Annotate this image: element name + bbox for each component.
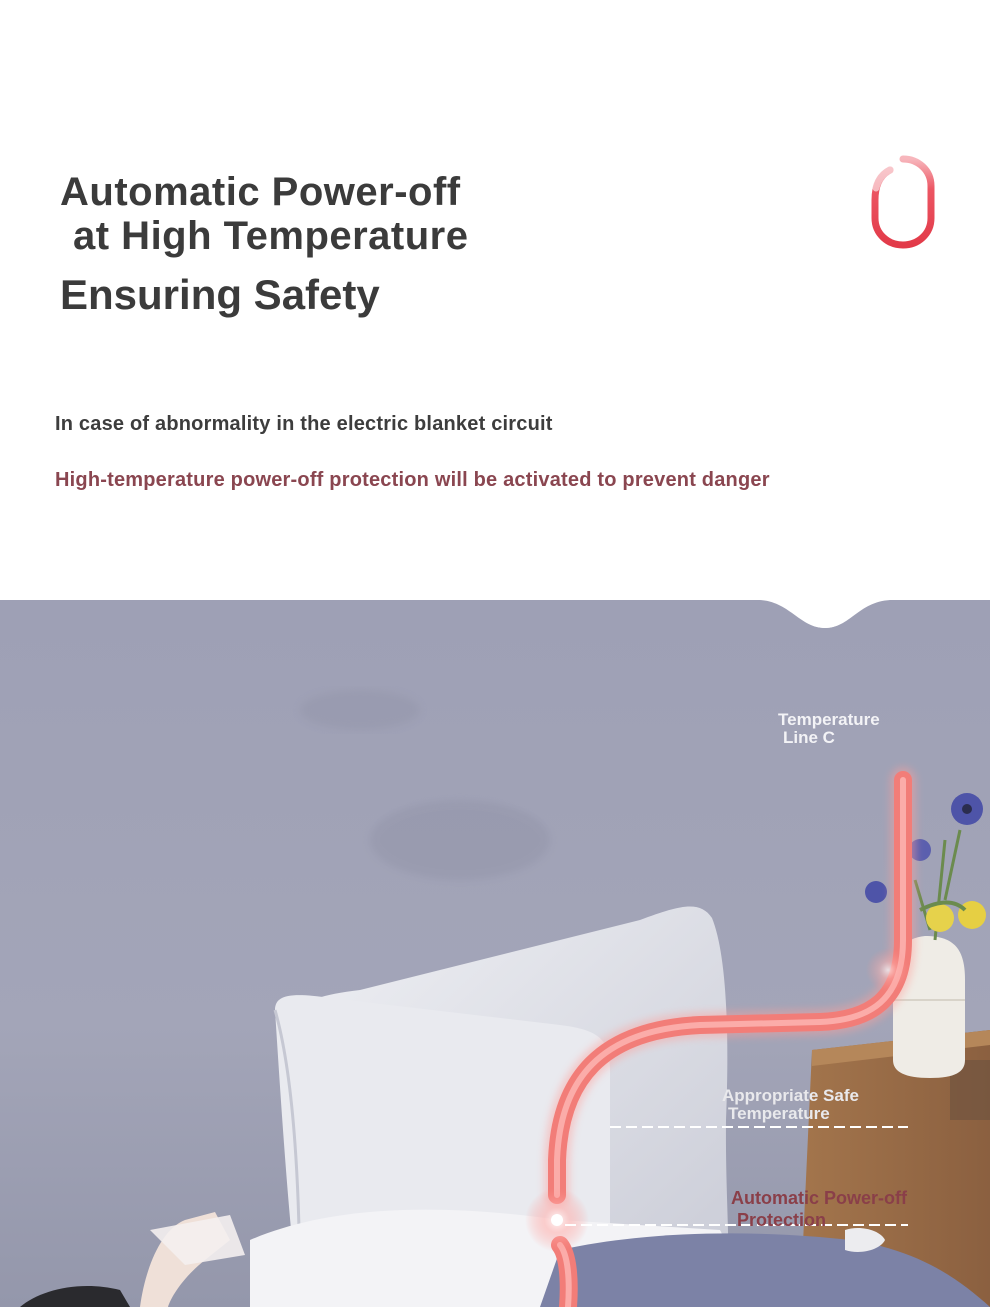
label-auto-text-1: Automatic Power-off bbox=[731, 1188, 908, 1208]
title-line-1: Automatic Power-off bbox=[60, 170, 461, 214]
page-title bbox=[60, 170, 469, 258]
power-icon bbox=[868, 152, 938, 252]
label-auto-text-2: Protection bbox=[737, 1210, 827, 1230]
description-line-2: High-temperature power-off protection will be activated to prevent danger bbox=[55, 469, 770, 491]
label-line-c-text-2: Line C bbox=[783, 728, 835, 747]
title-line-2: at High Temperature bbox=[73, 214, 469, 258]
label-line-c-text-1: Temperature bbox=[778, 710, 880, 729]
label-safe-text-1: Appropriate Safe bbox=[722, 1086, 859, 1105]
page-subtitle: Ensuring Safety bbox=[60, 271, 380, 318]
label-safe-temperature bbox=[722, 1087, 859, 1123]
label-auto-power-off bbox=[731, 1187, 907, 1231]
description-line-1: In case of abnormality in the electric blanket circuit bbox=[55, 413, 553, 435]
label-temperature-line-c bbox=[778, 711, 880, 747]
header-section bbox=[0, 0, 990, 610]
label-safe-text-2: Temperature bbox=[728, 1104, 830, 1123]
